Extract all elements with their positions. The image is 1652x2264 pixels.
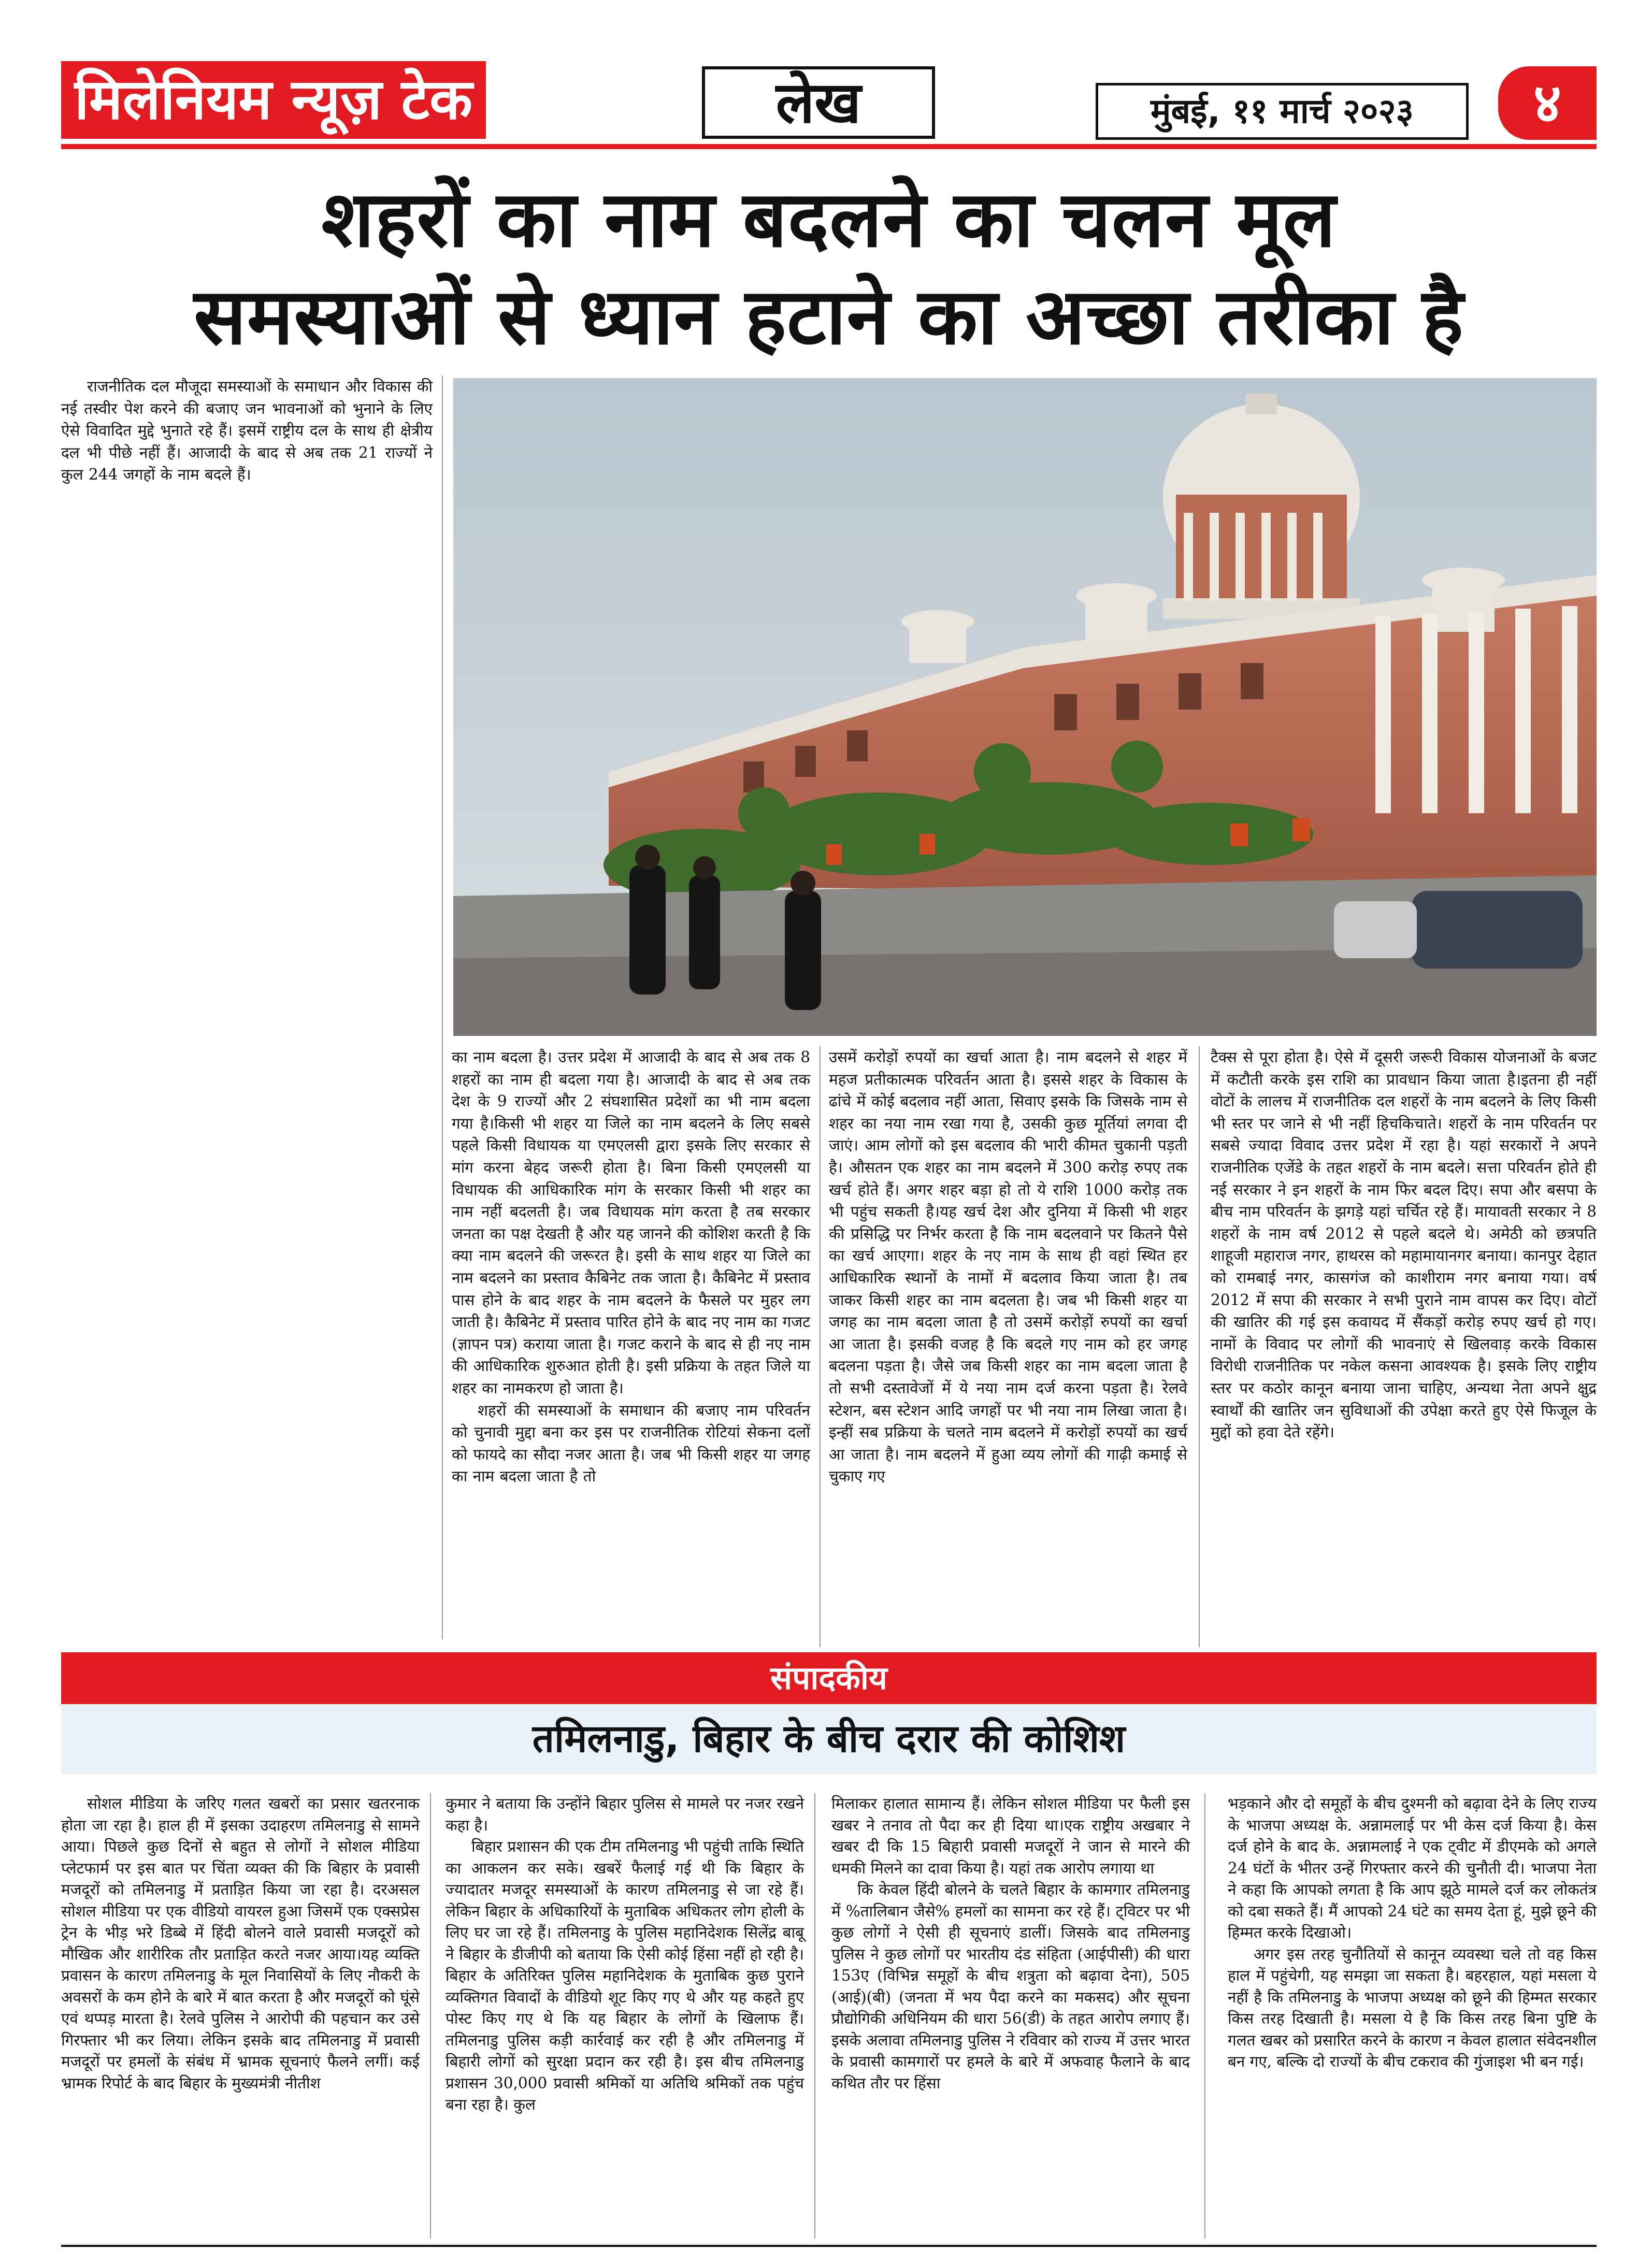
article-column-2 (452, 1046, 810, 1647)
column-divider (1204, 1793, 1205, 2239)
editorial-paragraph: कि केवल हिंदी बोलने के चलते बिहार के कामगार तमिलनाडु में %तालिबान जैसे% हमलों का सामना कर रहे हैं। ट्विटर पर भी कुछ लोगों ने ऐसी ही सूचनाएं डालीं। जिसके बाद तमिलनाडु पुलिस ने कुछ लोगों पर भारतीय दंड संहिता (आईपीसी) की धारा 153ए (विभिन्न समूहों के बीच शत्रुता को बढ़ावा देना), 505 (आई)(बी) (जनता में भय पैदा करने का मकसद) और सूचना प्रौद्योगिकी अधिनियम की धारा 56(डी) के तहत आरोप लगाए हैं।इसके अलावा तमिलनाडु पुलिस ने रविवार को राज्य में उत्तर भारत के प्रवासी कामगारों पर हमले के बारे में अफवाह फैलाने के बाद कथित तौर पर हिंसा (831, 1881, 1190, 2092)
editorial-column-3 (831, 1793, 1190, 2239)
column-divider (430, 1793, 431, 2239)
issue-date: मुंबई, ११ मार्च २०२३ (1096, 83, 1469, 140)
column-divider (820, 1046, 821, 1647)
headline-line-2: समस्याओं से ध्यान हटाने का अच्छा तरीका है (194, 272, 1464, 362)
editorial-paragraph: मिलाकर हालात सामान्य हैं। लेकिन सोशल मीडिया पर फैली इस खबर ने तनाव तो पैदा कर ही दिया था।एक राष्ट्रीय अखबार ने खबर दी कि 15 बिहारी प्रवासी मजदूरों ने जान से मारने की धमकी मिलने का दावा किया है। यहां तक आरोप लगाया था (831, 1795, 1190, 1877)
article-paragraph: का नाम बदला है। उत्तर प्रदेश में आजादी के बाद से अब तक 8 शहरों का नाम ही बदला गया है। आजादी के बाद से अब तक देश के 9 राज्यों और 2 संघशासित प्रदेशों का भी नाम बदला गया है।किसी भी शहर या जिले का नाम बदलने के लिए सबसे पहले किसी विधायक या एमएलसी द्वारा इसके लिए सरकार से मांग करना बेहद जरूरी होता है। बिना किसी एमएलसी या विधायक की आधिकारिक मांग के सरकार किसी भी शहर का नाम नहीं बदलती है। जब विधायक मांग करता है तब सरकार जनता का पक्ष देखती है और यह जानने की कोशिश करती है कि क्या नाम बदलने की जरूरत है। इसी के साथ शहर या जिले का नाम बदलने का प्रस्ताव कैबिनेट तक जाता है। कैबिनेट में प्रस्ताव पास होने के बाद शहर के नाम बदलने के फैसले पर मुहर लग जाती है। कैबिनेट में प्रस्ताव पारित होने के बाद नए नाम का गजट (ज्ञापन पत्र) कराया जाता है। गजट कराने के बाद से ही नए नाम की आधिकारिक शुरुआत होती है। इसी प्रक्रिया के तहत जिले या शहर का नामकरण हो जाता है। (452, 1048, 810, 1397)
editorial-label: संपादकीय (61, 1652, 1597, 1704)
editorial-column-4 (1228, 1793, 1597, 2239)
editorial-column-1 (61, 1793, 420, 2239)
editorial-paragraph: कुमार ने बताया कि उन्होंने बिहार पुलिस से मामले पर नजर रखने कहा है। (446, 1795, 804, 1834)
editorial-paragraph: सोशल मीडिया के जरिए गलत खबरों का प्रसार खतरनाक होता जा रहा है। हाल ही में इसका उदाहरण तमिलनाडु से सामने आया। पिछले कुछ दिनों से बहुत से लोगों ने सोशल मीडिया प्लेटफार्म पर इस बात पर चिंता व्यक्त की कि बिहार के प्रवासी मजदूरों को तमिलनाडु में प्रताड़ित किया जा रहा है। दरअसल सोशल मीडिया पर एक वीडियो वायरल हुआ जिसमें एक एक्सप्रेस ट्रेन के भीड़ भरे डिब्बे में हिंदी बोलने वाले प्रवासी मजदूरों को मौखिक और शारीरिक तौर प्रताड़ित करते नजर आया।यह व्यक्ति प्रवासन के कारण तमिलनाडु के मूल निवासियों के लिए नौकरी के अवसरों के कम होने के बारे में बात करता है और मजदूरों को घूंसे एवं थप्पड़ मारता है। रेलवे पुलिस ने आरोपी की पहचान कर उसे गिरफ्तार भी कर लिया। लेकिन इसके बाद तमिलनाडु में प्रवासी मजदूरों पर हमलों के संबंध में भ्रामक सूचनाएं फैलने लगीं। कई भ्रामक रिपोर्ट के बाद बिहार के मुख्यमंत्री नीतीश (61, 1795, 420, 2092)
section-label: लेख (702, 66, 935, 139)
editorial-column-2 (446, 1793, 804, 2239)
page-number: ४ (1498, 66, 1597, 140)
article-paragraph: शहरों की समस्याओं के समाधान की बजाए नाम परिवर्तन को चुनावी मुद्दा बना कर इस पर राजनीतिक रोटियां सेकना दलों को फायदे का सौदा नजर आता है। जब भी किसी शहर या जगह का नाम बदला जाता है तो (452, 1401, 810, 1486)
column-divider (1199, 1046, 1200, 1647)
article-column-1 (61, 376, 433, 1639)
editorial-paragraph: अगर इस तरह चुनौतियों से कानून व्यवस्था चले तो वह किस हाल में पहुंचेगी, यह समझा जा सकता है। बहरहाल, यहां मसला ये नहीं है कि तमिलनाडु के भाजपा अध्यक्ष को छूने की हिम्मत सरकार किस तरह दिखाती है। मसला ये है कि किस तरह बिना पुष्टि के गलत खबर को प्रसारित करने के कारण न केवल हालात संवेदनशील बन गए, बल्कि दो राज्यों के बीच टकराव की गुंजाइश भी बन गई। (1228, 1945, 1597, 2070)
editorial-paragraph: भड़काने और दो समूहों के बीच दुश्मनी को बढ़ावा देने के लिए राज्य के भाजपा अध्यक्ष के. अन्नामलाई पर भी केस दर्ज किया है। केस दर्ज होने के बाद के. अन्नामलाई ने एक ट्वीट में डीएमके को अगले 24 घंटों के भीतर उन्हें गिरफ्तार करने की चुनौती दी। भाजपा नेता ने कहा कि आपको लगता है कि आप झूठे मामले दर्ज कर लोकतंत्र को दबा सकते हैं। मैं आपको 24 घंटे का समय देता हूं, मुझे छूने की हिम्मत करके दिखाओ। (1228, 1795, 1597, 1941)
masthead (0, 0, 1652, 155)
article-headline (61, 171, 1597, 366)
column-divider (814, 1793, 815, 2239)
masthead-rule (61, 144, 1597, 149)
editorial-paragraph: बिहार प्रशासन की एक टीम तमिलनाडु भी पहुंची ताकि स्थिति का आकलन कर सके। खबरें फैलाई गई थी कि बिहार के ज्यादातर मजदूर समस्याओं के कारण तमिलनाडु से जा रहे हैं। लेकिन बिहार के अधिकारियों के मुताबिक अधिकतर लोग होली के लिए घर जा रहे हैं। तमिलनाडु के पुलिस महानिदेशक सिलेंद्र बाबू ने बिहार के डीजीपी को बताया कि ऐसी कोई हिंसा नहीं हो रही है।बिहार के अतिरिक्त पुलिस महानिदेशक के मुताबिक कुछ पुराने व्यक्तिगत विवादों के वीडियो शूट किए गए थे और यह कहते हुए पोस्ट किए गए थे कि यह बिहार के लोगों के खिलाफ हैं। तमिलनाडु पुलिस कड़ी कार्रवाई कर रही है और तमिलनाडु में बिहारी लोगों को सुरक्षा प्रदान कर रही है। इस बीच तमिलनाडु प्रशासन 30,000 प्रवासी श्रमिकों या अतिथि श्रमिकों तक पहुंच बना रहा है। कुल (446, 1838, 804, 2113)
supreme-court-photo (453, 378, 1597, 1036)
editorial-title: तमिलनाडु, बिहार के बीच दरार की कोशिश (61, 1704, 1597, 1774)
column-divider (442, 376, 443, 1639)
article-paragraph: टैक्स से पूरा होता है। ऐसे में दूसरी जरूरी विकास योजनाओं के बजट में कटौती करके इस राशि का प्रावधान किया जाता है।इतना ही नहीं वोटों के लालच में राजनीतिक दल शहरों के नाम बदलने के लिए किसी भी स्तर पर जाने से भी नहीं हिचकिचाते। शहरों के नाम परिवर्तन पर सबसे ज्यादा विवाद उत्तर प्रदेश में रहा है। यहां सरकारों ने अपने राजनीतिक एजेंडे के तहत शहरों के नाम बदले। सत्ता परिवर्तन होते ही नई सरकार ने इन शहरों के नाम फिर बदल दिए। सपा और बसपा के बीच नाम परिवर्तन के झगड़े यहां चर्चित रहे हैं। मायावती सरकार ने 8 शहरों के नाम वर्ष 2012 से पहले बदले थे। अमेठी को छत्रपति शाहूजी महाराज नगर, हाथरस को महामायानगर बनाया। कानपुर देहात को रामबाई नगर, कासगंज को काशीराम नगर बनाया गया। वर्ष 2012 में सपा की सरकार ने सभी पुराने नाम वापस कर दिए। वोटों की खातिर की गई इस कवायद में सैंकड़ों करोड़ रुपए खर्च हो गए। नामों के विवाद पर लोगों की भावनाएं से खिलवाड़ करके विकास विरोधी राजनीतिक पर नकेल कसना आवश्यक है। इसके लिए राष्ट्रीय स्तर पर कठोर कानून बनाया जाना चाहिए, अन्यथा नेता अपने क्षुद्र स्वार्थों की खातिर जन सुविधाओं की उपेक्षा करते हुए ऐसे फिजूल के मुद्दों को हवा देते रहेंगे। (1211, 1048, 1597, 1441)
article-paragraph: राजनीतिक दल मौजूदा समस्याओं के समाधान और विकास की नई तस्वीर पेश करने की बजाए जन भावनाओं को भुनाने के लिए ऐसे विवादित मुद्दे भुनाते रहे हैं। इसमें राष्ट्रीय दल के साथ ही क्षेत्रीय दल भी पीछे नहीं हैं। आजादी के बाद से अब तक 21 राज्यों ने कुल 244 जगहों के नाम बदले हैं। (61, 378, 433, 484)
bottom-rule (61, 2245, 1597, 2247)
article-column-3 (829, 1046, 1187, 1647)
article-column-4 (1211, 1046, 1597, 1647)
headline-line-1: शहरों का नाम बदलने का चलन मूल (321, 175, 1337, 265)
article-paragraph: उसमें करोड़ों रुपयों का खर्चा आता है। नाम बदलने से शहर में महज प्रतीकात्मक परिवर्तन आता है। इससे शहर के विकास के ढांचे में कोई बदलाव नहीं आता, सिवाए इसके कि जिसके नाम से शहर का नया नाम रखा गया है, उसकी कुछ मूर्तियां लगवा दी जाएं। आम लोगों को इस बदलाव की भारी कीमत चुकानी पड़ती है। औसतन एक शहर का नाम बदलने में 300 करोड़ रुपए तक खर्च होते हैं। अगर शहर बड़ा हो तो ये राशि 1000 करोड़ तक भी पहुंच सकती है।यह खर्च देश और दुनिया में किसी भी शहर की प्रसिद्धि पर निर्भर करता है कि नाम बदलवाने पर कितने पैसे का खर्च आएगा। शहर के नए नाम के साथ ही वहां स्थित हर आधिकारिक स्थानों के नामों में बदलाव किया जाता है। तब जाकर किसी शहर का नाम बदलता है। जब भी किसी शहर या जगह का नाम बदला जाता है तो उसमें करोड़ों रुपयों का खर्चा आ जाता है। इसकी वजह है कि बदले गए नाम को हर जगह बदलना पड़ता है। जैसे जब किसी शहर का नाम बदला जाता है तो सभी दस्तावेजों में ये नया नाम दर्ज करना पड़ता है। रेलवे स्टेशन, बस स्टेशन आदि जगहों पर भी नया नाम लिखा जाता है। इन्हीं सब प्रक्रिया के चलते नाम बदलने में करोड़ों रुपयों का खर्च आ जाता है। नाम बदलने में हुआ व्यय लोगों की गाढ़ी कमाई से चुकाए गए (829, 1048, 1187, 1486)
brand-logo: मिलेनियम न्यूज़ टेक (61, 61, 486, 139)
